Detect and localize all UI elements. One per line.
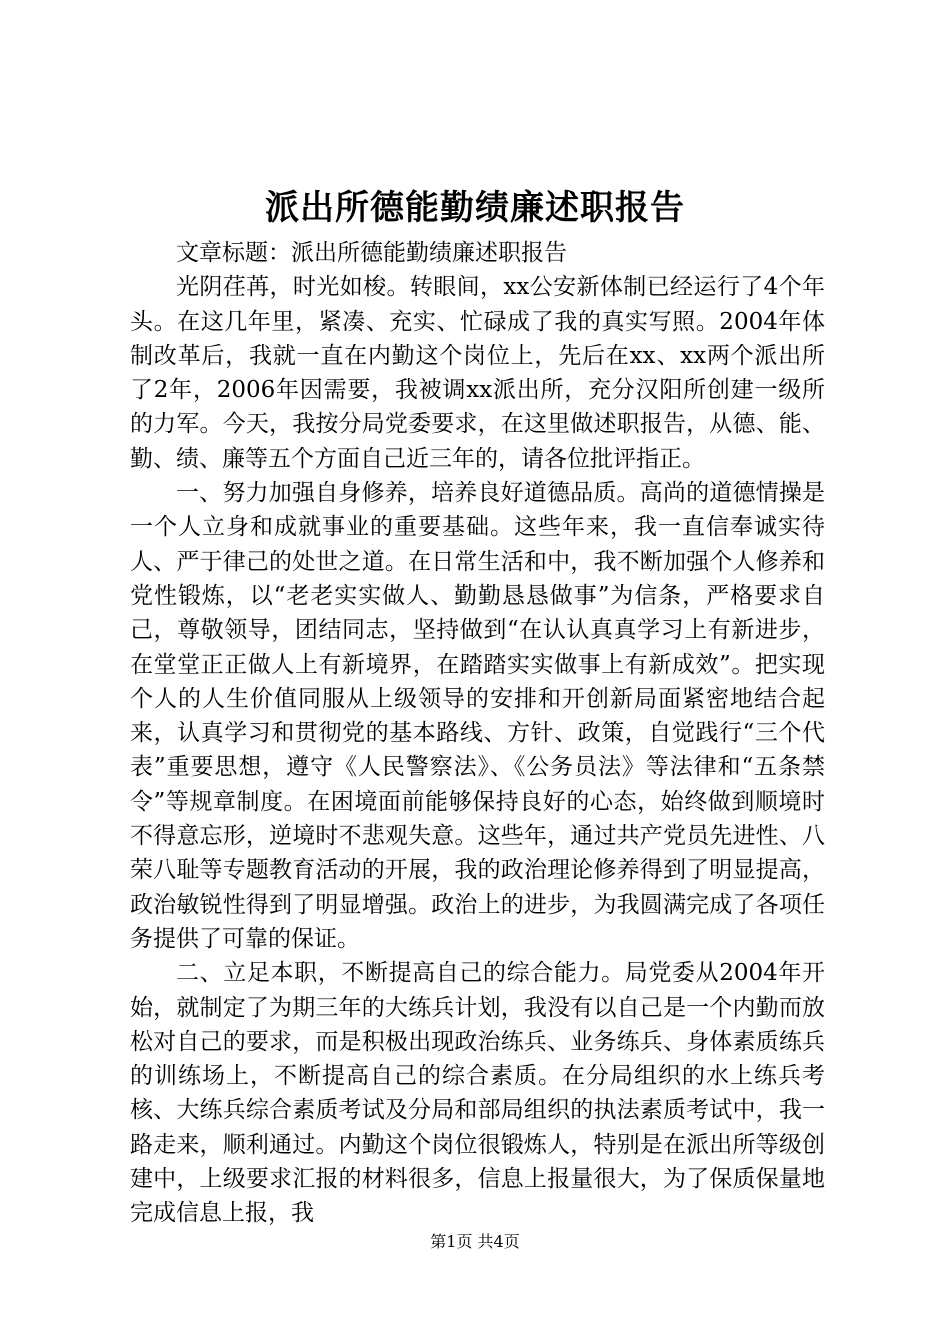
paragraph-section-two: 二、立足本职，不断提高自己的综合能力。局党委从2004年开始，就制定了为期三年的大练兵计划，我没有以自己是一个内勤而放松对自己的要求，而是积极出现政治练兵、业务练兵、身体素质练兵的训练场上，不断提高自己的综合素质。在分局组织的水上练兵考核、大练兵综合素质考试及分局和部局组织的执法素质考试中，我一路走来，顺利通过。内勤这个岗位很锻炼人，特别是在派出所等级创建中，上级要求汇报的材料很多，信息上报量很大，为了保质保量地完成信息上报，我 <box>130 960 825 1227</box>
page-number: 第1页 共4页 <box>430 1232 520 1251</box>
paragraph-section-one: 一、努力加强自身修养，培养良好道德品质。高尚的道德情操是一个人立身和成就事业的重要基础。这些年来，我一直信奉诚实待人、严于律己的处世之道。在日常生活和中，我不断加强个人修养和党性锻炼，以“老老实实做人、勤勤恳恳做事”为信条，严格要求自己，尊敬领导，团结同志，坚持做到“在认认真真学习上有新进步，在堂堂正正做人上有新境界，在踏踏实实做事上有新成效”。把实现个人的人生价值同服从上级领导的安排和开创新局面紧密地结合起来，认真学习和贯彻党的基本路线、方针、政策，自觉践行“三个代表”重要思想，遵守《人民警察法》、《公务员法》等法律和“五条禁令”等规章制度。在困境面前能够保持良好的心态，始终做到顺境时不得意忘形，逆境时不悲观失意。这些年，通过共产党员先进性、八荣八耻等专题教育活动的开展，我的政治理论修养得到了明显提高，政治敏锐性得到了明显增强。政治上的进步，为我圆满完成了各项任务提供了可靠的保证。 <box>130 480 825 952</box>
article-title-line: 文章标题：派出所德能勤绩廉述职报告 <box>176 240 567 266</box>
document-body <box>130 236 825 1231</box>
document-title: 派出所德能勤绩廉述职报告 <box>265 188 685 228</box>
paragraph-intro: 光阴荏苒，时光如梭。转眼间，xx公安新体制已经运行了4个年头。在这几年里，紧凑、充实、忙碌成了我的真实写照。2004年体制改革后，我就一直在内勤这个岗位上，先后在xx、xx两个派出所了2年，2006年因需要，我被调xx派出所，充分汉阳所创建一级所的力军。今天，我按分局党委要求，在这里做述职报告，从德、能、勤、绩、廉等五个方面自己近三年的，请各位批评指正。 <box>130 274 825 472</box>
